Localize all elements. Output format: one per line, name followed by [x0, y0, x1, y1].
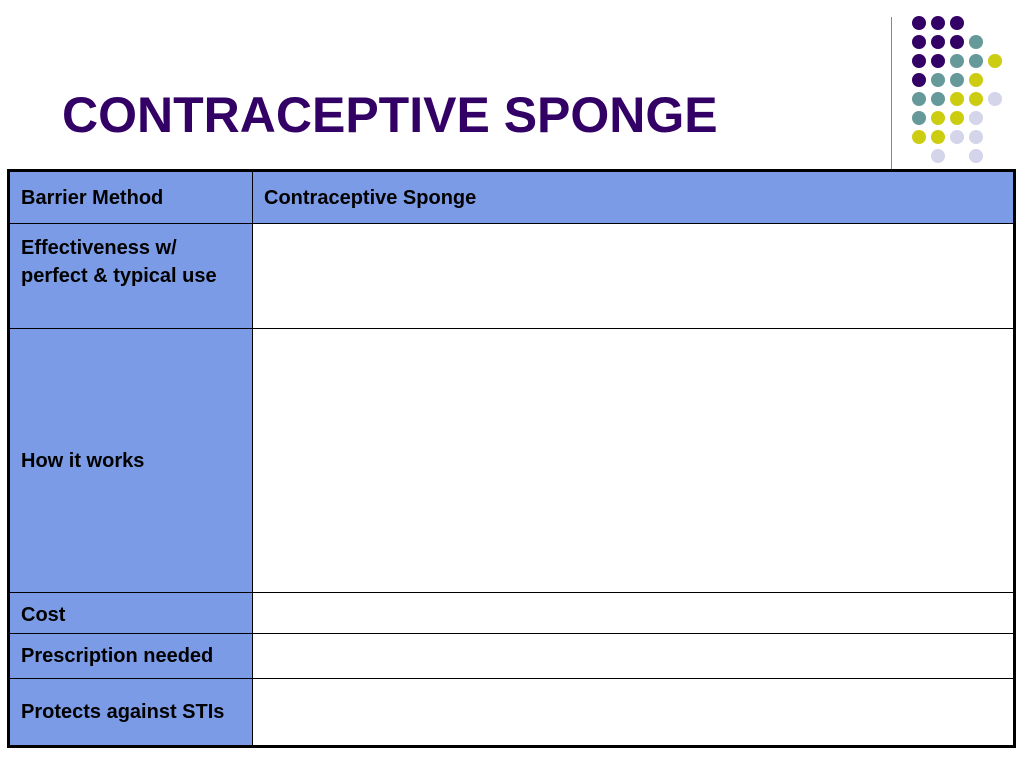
row-value-effectiveness — [253, 224, 1015, 329]
row-label-effectiveness: Effectiveness w/ perfect & typical use — [9, 224, 253, 329]
decorative-dot — [950, 16, 964, 30]
decorative-dot — [969, 149, 983, 163]
decorative-dot — [912, 92, 926, 106]
decorative-dot — [950, 54, 964, 68]
decorative-dot — [969, 54, 983, 68]
decorative-dot — [912, 111, 926, 125]
decorative-dot — [931, 54, 945, 68]
table-row — [9, 329, 1015, 593]
decorative-dot-grid — [0, 0, 1024, 170]
decorative-dot — [912, 130, 926, 144]
decorative-dot — [931, 73, 945, 87]
table-header-row — [9, 171, 1015, 224]
decorative-dot — [950, 35, 964, 49]
header-value-cell: Contraceptive Sponge — [253, 171, 1015, 224]
table-row — [9, 593, 1015, 634]
title-divider-line — [891, 17, 892, 169]
decorative-dot — [988, 54, 1002, 68]
decorative-dot — [969, 130, 983, 144]
decorative-dot — [931, 35, 945, 49]
decorative-dot — [950, 111, 964, 125]
table-row — [9, 679, 1015, 747]
decorative-dot — [969, 111, 983, 125]
row-value-how-it-works — [253, 329, 1015, 593]
comparison-table — [7, 169, 1016, 748]
decorative-dot — [969, 73, 983, 87]
row-value-prescription — [253, 634, 1015, 679]
table-row — [9, 634, 1015, 679]
decorative-dot — [912, 73, 926, 87]
table-row — [9, 224, 1015, 329]
decorative-dot — [988, 92, 1002, 106]
decorative-dot — [912, 35, 926, 49]
decorative-dot — [912, 16, 926, 30]
decorative-dot — [950, 92, 964, 106]
header-label-cell: Barrier Method — [9, 171, 253, 224]
row-value-sti-protection — [253, 679, 1015, 747]
decorative-dot — [950, 130, 964, 144]
decorative-dot — [950, 73, 964, 87]
row-value-cost — [253, 593, 1015, 634]
decorative-dot — [912, 54, 926, 68]
row-label-sti-protection: Protects against STIs — [9, 679, 253, 747]
decorative-dot — [931, 111, 945, 125]
decorative-dot — [969, 92, 983, 106]
decorative-dot — [931, 92, 945, 106]
decorative-dot — [969, 35, 983, 49]
row-label-how-it-works: How it works — [9, 329, 253, 593]
decorative-dot — [931, 130, 945, 144]
row-label-prescription: Prescription needed — [9, 634, 253, 679]
slide-title: CONTRACEPTIVE SPONGE — [62, 87, 718, 143]
decorative-dot — [931, 149, 945, 163]
decorative-dot — [931, 16, 945, 30]
row-label-cost: Cost — [9, 593, 253, 634]
